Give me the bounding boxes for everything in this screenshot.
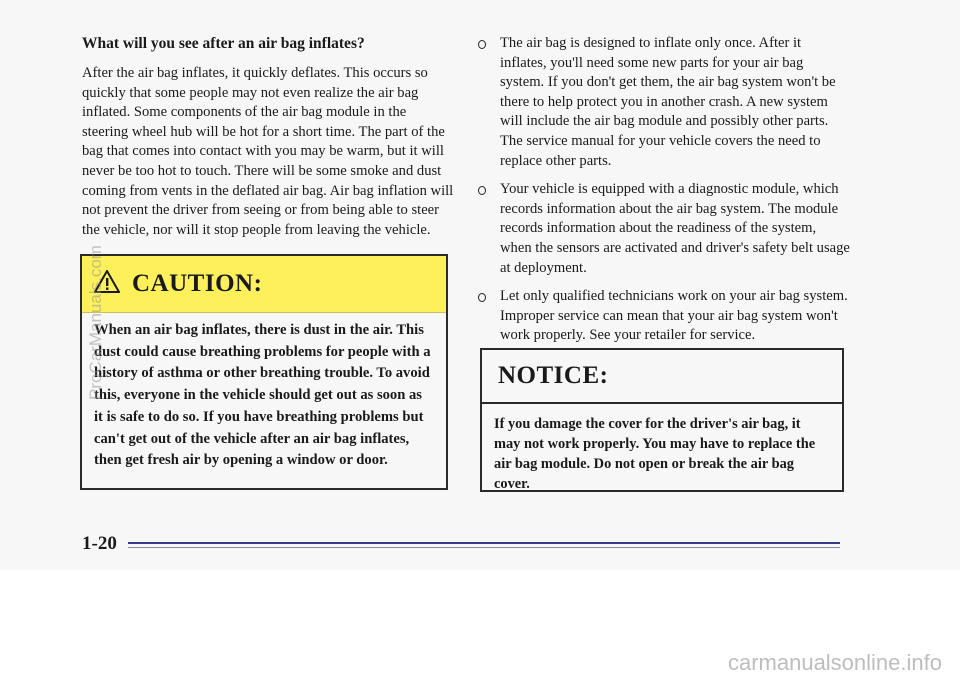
bullet-icon: [478, 293, 486, 302]
footer-rule: [128, 542, 840, 544]
page-footer: [82, 533, 842, 557]
list-item: [478, 180, 850, 278]
notice-title: NOTICE:: [498, 362, 609, 389]
right-column: [478, 34, 850, 355]
bullet-icon: [478, 40, 486, 49]
notice-header: [482, 350, 842, 404]
bullet-text: Let only qualified technicians work on your air bag system. Improper service can mean that your air bag system won't work properly. See your retailer for service.: [500, 288, 848, 344]
caution-header: [82, 256, 446, 313]
notice-text: If you damage the cover for the driver's air bag, it may not work properly. You may have to replace the air bag module. Do not open or break the air bag cover.: [494, 416, 816, 492]
side-watermark: ProCarManuals.com: [86, 245, 105, 400]
section-heading: What will you see after an air bag inflates?: [82, 35, 365, 52]
caution-text: When an air bag inflates, there is dust in the air. This dust could cause breathing problems for people with a history of asthma or other breathing trouble. To avoid this, everyone in the vehicle should get out as soon as it is safe to do so. If you have breathing problems but can't get out of the vehicle after an air bag inflates, then get fresh air by opening a window or door.: [94, 322, 431, 469]
caution-box: [80, 254, 448, 490]
left-column: [82, 34, 454, 240]
footer-rule-thin: [128, 547, 840, 548]
bullet-list: [478, 34, 850, 346]
bullet-text: The air bag is designed to inflate only once. After it inflates, you'll need some new parts for your air bag system. If you don't get them, the air bag system won't be there to help protect you in another crash. A new system will include the air bag module and possibly other parts. The service manual for your vehicle covers the need to replace other parts.: [500, 35, 836, 169]
page-number: 1-20: [82, 533, 117, 554]
bullet-icon: [478, 186, 486, 195]
bottom-watermark: carmanualsonline.info: [727, 650, 942, 675]
list-item: [478, 34, 850, 171]
body-paragraph: After the air bag inflates, it quickly deflates. This occurs so quickly that some people may not even realize the air bag inflated. Some components of the air bag module in the steering wheel hub will be hot for a short time. The part of the bag that comes into contact with you may be warm, but it will never be too hot to touch. There will be some smoke and dust coming from vents in the deflated air bag. Air bag inflation will not prevent the driver from seeing or from being able to steer the vehicle, nor will it stop people from leaving the vehicle.: [82, 65, 454, 238]
list-item: [478, 287, 850, 346]
notice-box: [480, 348, 844, 492]
bullet-text: Your vehicle is equipped with a diagnostic module, which records information about the air bag system. The module records information about the readiness of the system, when the sensors are activated and driver's safety belt usage at deployment.: [500, 181, 850, 276]
caution-title: CAUTION:: [132, 270, 263, 297]
